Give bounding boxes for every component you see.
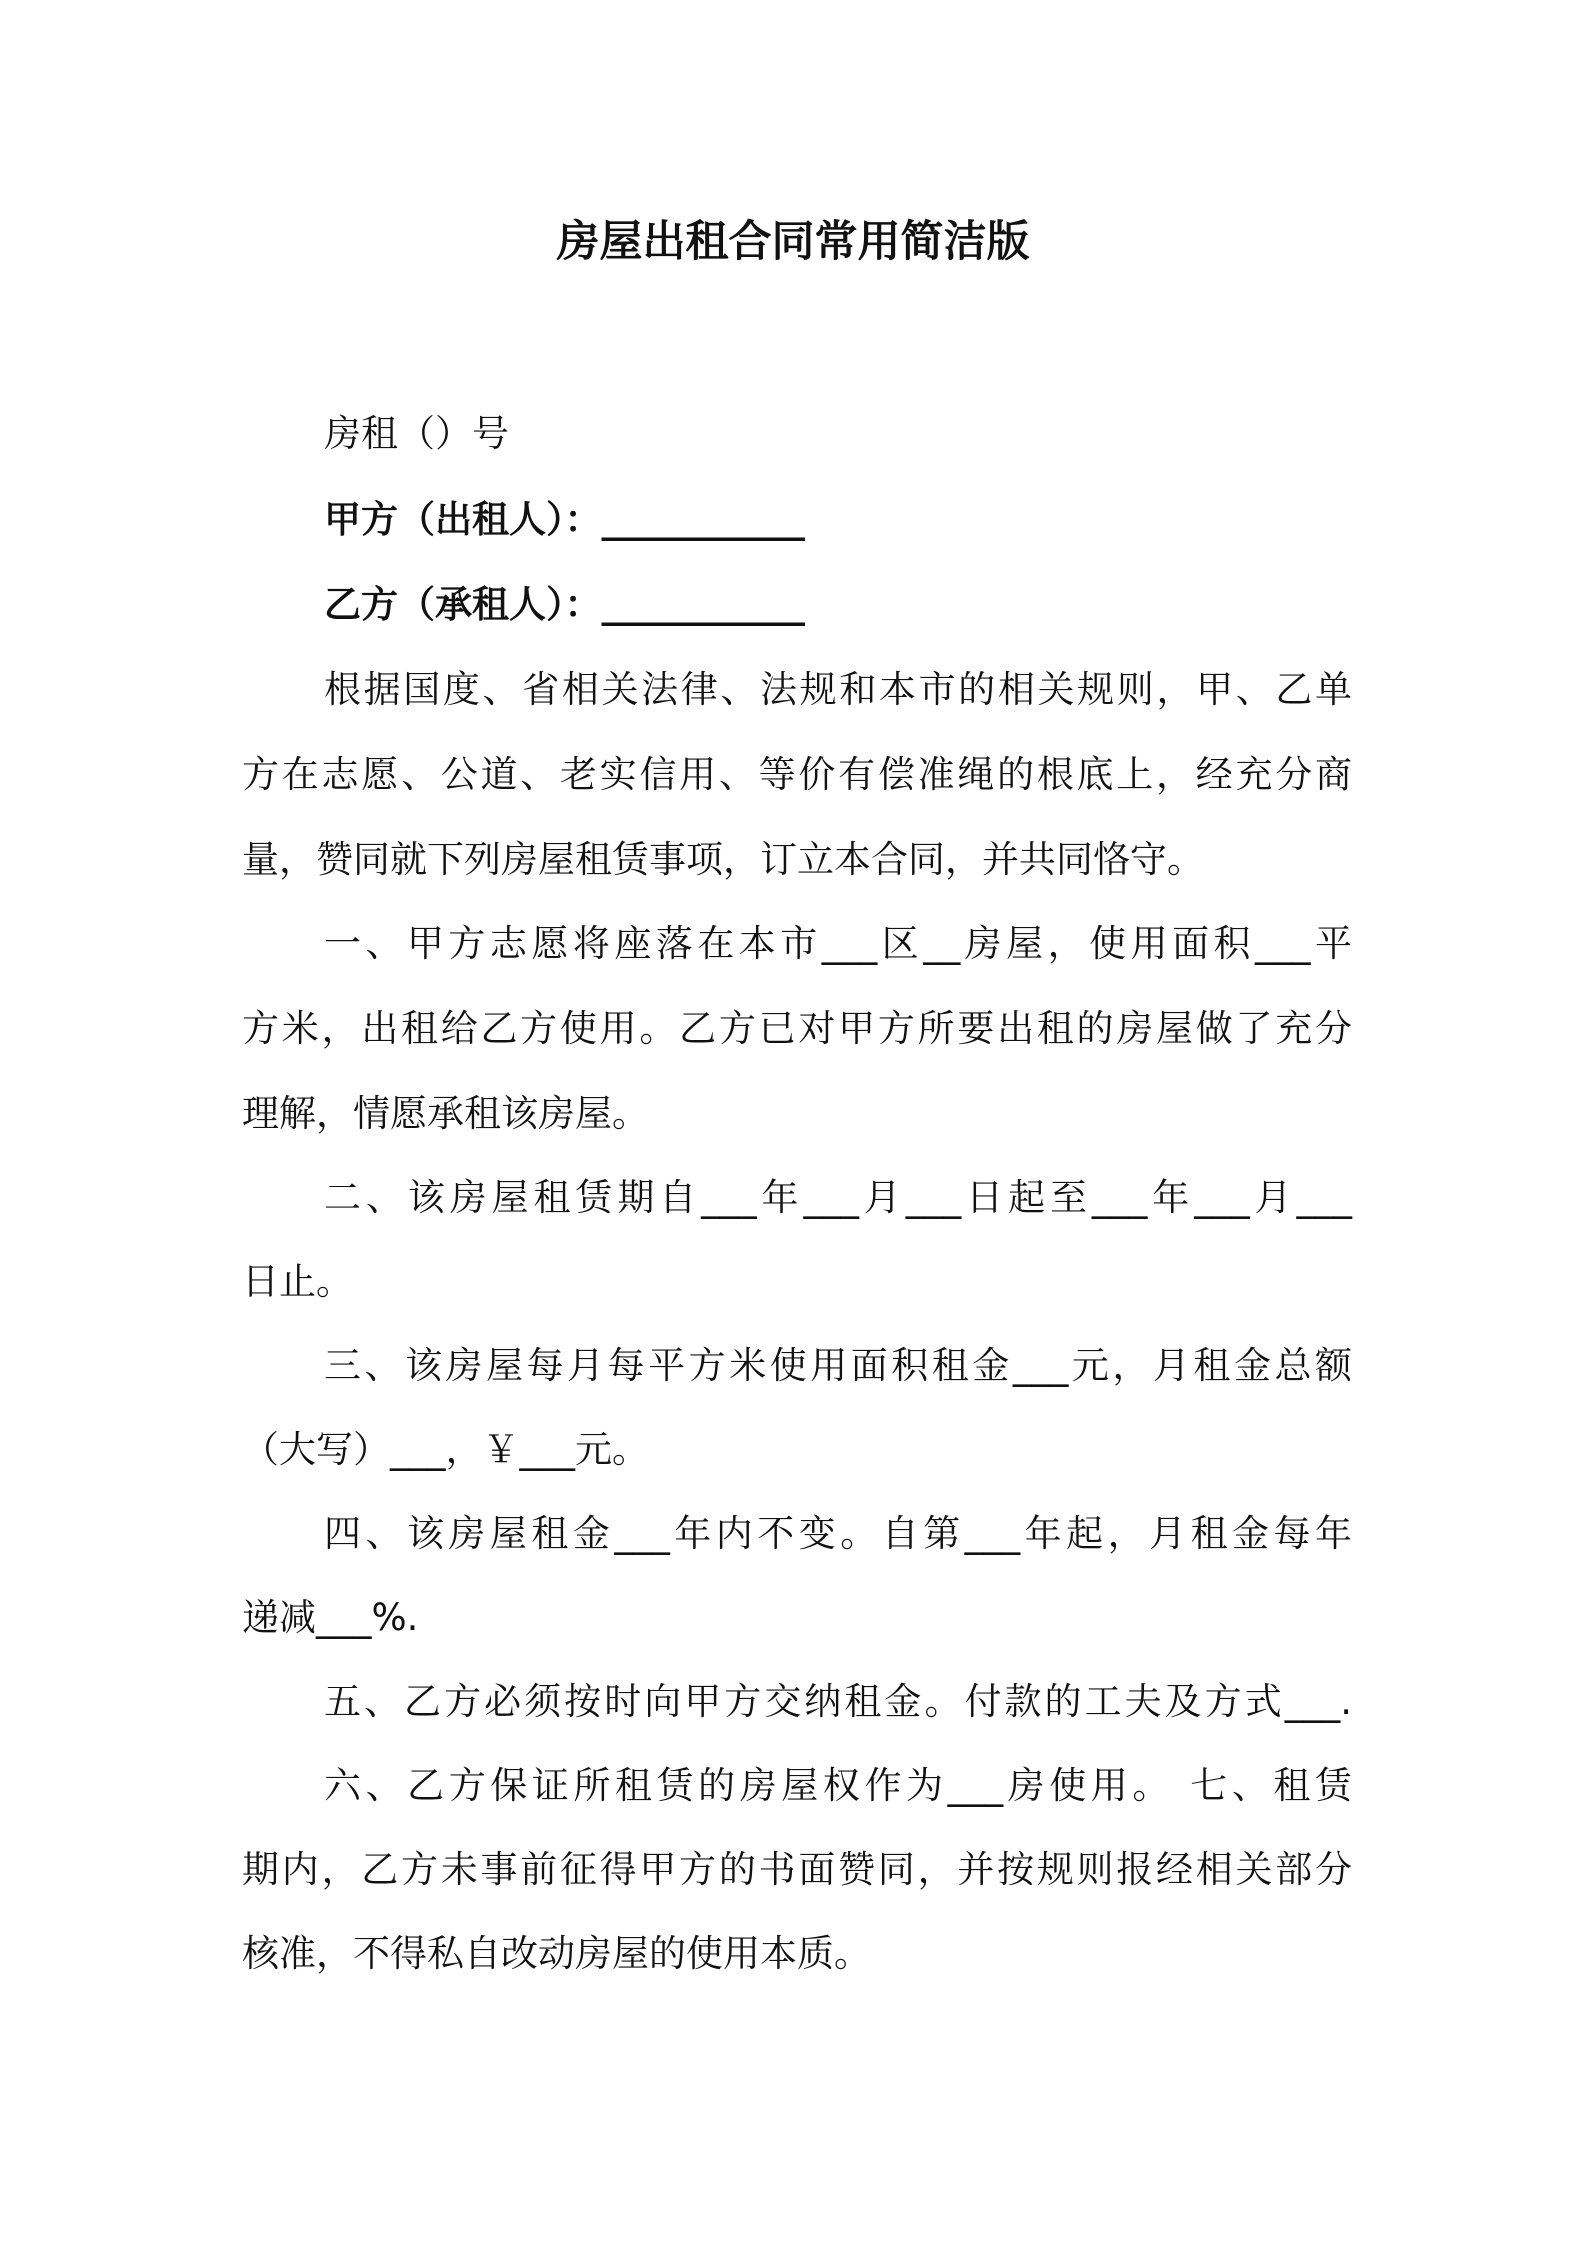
- paragraph-line: 日止。: [242, 1260, 353, 1303]
- document-title: 房屋出租合同常用简洁版: [556, 217, 1030, 267]
- paragraph-line: 五、乙方必须按时向甲方交纳租金。付款的工夫及方式___.: [324, 1680, 1352, 1723]
- paragraph-line: 期内，乙方未事前征得甲方的书面赞同，并按规则报经相关部分: [242, 1848, 1352, 1891]
- paragraph-line: 六、乙方保证所租赁的房屋权作为___房使用。 七、租赁: [324, 1764, 1352, 1807]
- paragraph-line: 核准，不得私自改动房屋的使用本质。: [242, 1932, 871, 1975]
- paragraph-line: 根据国度、省相关法律、法规和本市的相关规则，甲、乙单: [324, 668, 1352, 711]
- paragraph-line: 递减___%.: [242, 1596, 419, 1639]
- paragraph-line: 二、该房屋租赁期自___年___月___日起至___年___月___: [324, 1176, 1352, 1219]
- paragraph-line: 三、该房屋每月每平方米使用面积租金___元，月租金总额: [324, 1344, 1352, 1387]
- party-b-line: 乙方（承租人）：___________: [324, 583, 805, 626]
- party-a-line: 甲方（出租人）：___________: [324, 498, 805, 541]
- paragraph-line: （大写）___，￥___元。: [242, 1428, 649, 1471]
- paragraph-line: 理解，情愿承租该房屋。: [242, 1092, 649, 1135]
- contract-number-line: 房租（）号: [324, 412, 509, 455]
- paragraph-line: 一、甲方志愿将座落在本市___区__房屋，使用面积___平: [324, 922, 1352, 965]
- paragraph-line: 四、该房屋租金___年内不变。自第___年起，月租金每年: [324, 1512, 1352, 1555]
- paragraph-line: 方米，出租给乙方使用。乙方已对甲方所要出租的房屋做了充分: [242, 1007, 1352, 1050]
- paragraph-line: 量，赞同就下列房屋租赁事项，订立本合同，并共同恪守。: [242, 838, 1204, 881]
- paragraph-line: 方在志愿、公道、老实信用、等价有偿准绳的根底上，经充分商: [242, 753, 1352, 796]
